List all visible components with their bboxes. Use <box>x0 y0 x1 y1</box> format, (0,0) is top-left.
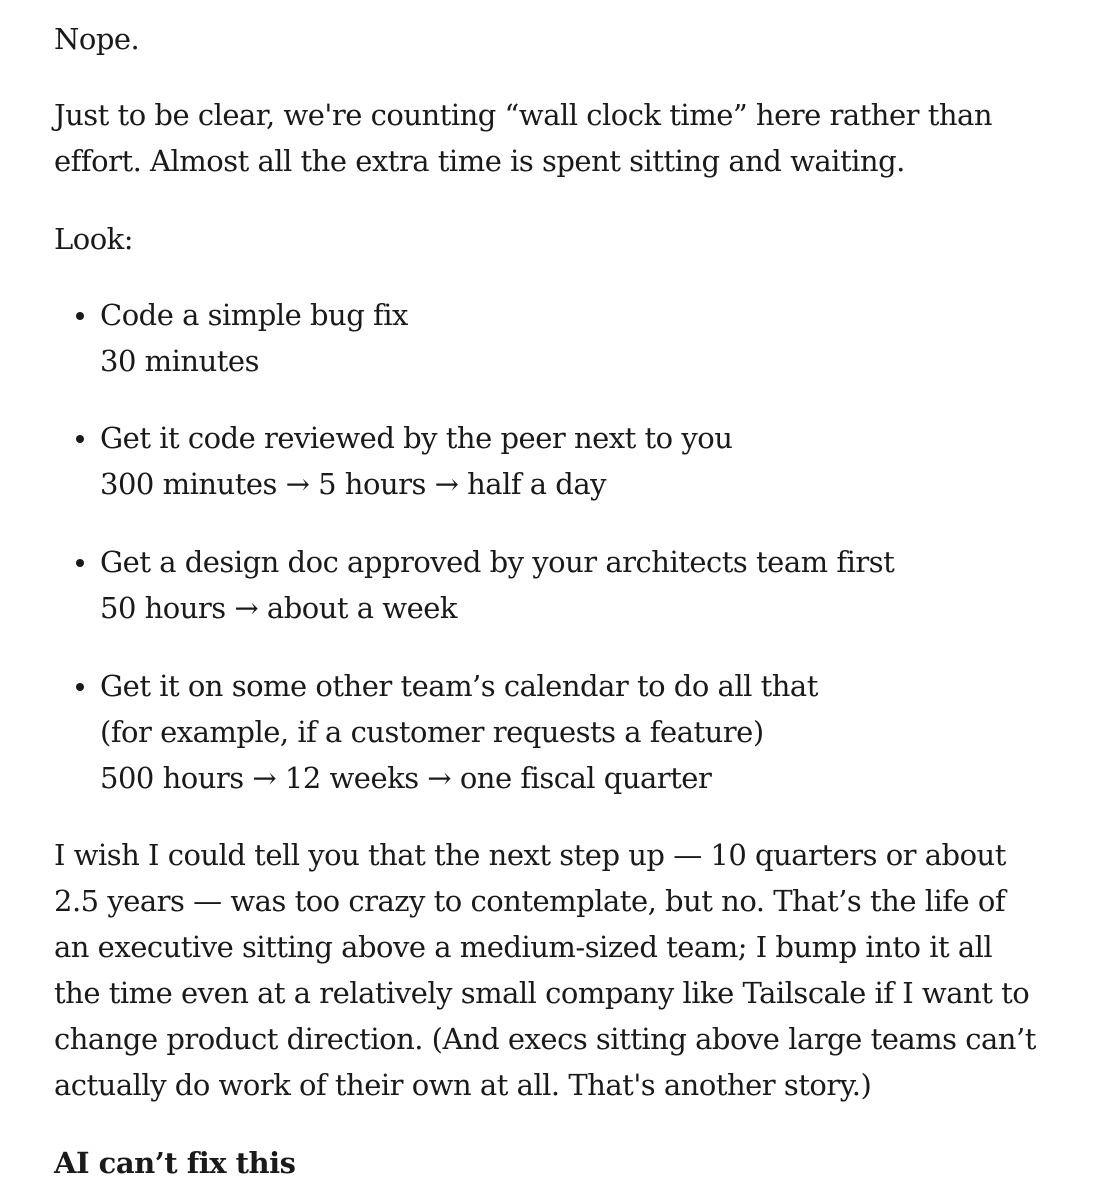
step-duration: 300 minutes → 5 hours → half a day <box>100 467 607 501</box>
step-duration: 30 minutes <box>100 344 259 378</box>
clarification-line: effort. Almost all the extra time is spent sitting and waiting. <box>54 144 905 178</box>
step-duration: 50 hours → about a week <box>100 591 458 625</box>
conclusion-line: actually do work of their own at all. That's another story.) <box>54 1068 872 1102</box>
conclusion-line: change product direction. (And execs sitting above large teams can’t <box>54 1022 1036 1056</box>
step-task: Get it on some other team’s calendar to do all that <box>100 669 818 703</box>
conclusion-line: the time even at a relatively small company like Tailscale if I want to <box>54 976 1030 1010</box>
lead-in-text: Look: <box>54 222 134 256</box>
bullet-icon <box>76 435 84 443</box>
conclusion-paragraph <box>54 832 1036 1108</box>
conclusion-line: an executive sitting above a medium-sized team; I bump into it all <box>54 930 993 964</box>
conclusion-line: 2.5 years — was too crazy to contemplate, but no. That’s the life of <box>54 884 1006 918</box>
clarification-line: Just to be clear, we're counting “wall clock time” here rather than <box>54 98 993 132</box>
step-task: Code a simple bug fix <box>100 298 408 332</box>
bullet-icon <box>76 312 84 320</box>
intro-text: Nope. <box>54 22 140 56</box>
bullet-icon <box>76 683 84 691</box>
step-task: Get it code reviewed by the peer next to you <box>100 421 733 455</box>
step-duration: 500 hours → 12 weeks → one fiscal quarter <box>100 761 712 795</box>
lead-in-paragraph <box>54 216 133 262</box>
step-task: Get a design doc approved by your architects team first <box>100 545 895 579</box>
step-note: (for example, if a customer requests a feature) <box>100 715 764 749</box>
intro-paragraph <box>54 16 139 62</box>
conclusion-line: I wish I could tell you that the next step up — 10 quarters or about <box>54 838 1006 872</box>
bullet-icon <box>76 559 84 567</box>
clarification-paragraph <box>54 92 992 184</box>
section-heading: AI can’t fix this <box>54 1146 296 1180</box>
